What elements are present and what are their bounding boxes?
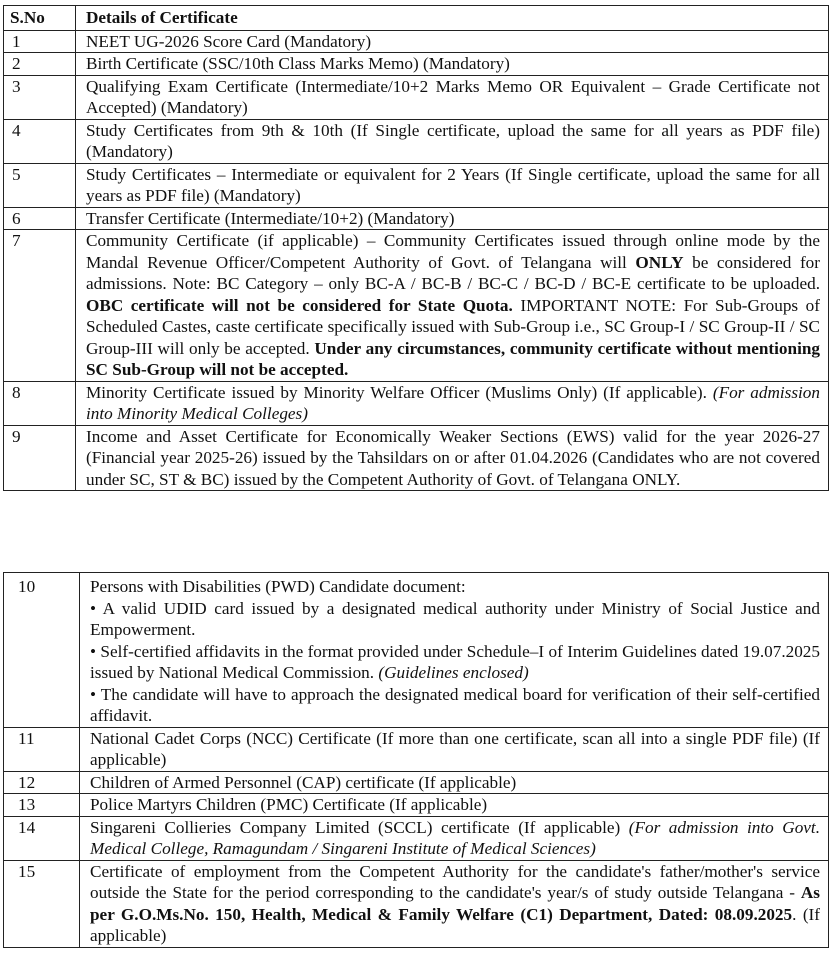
table-row	[4, 381, 829, 425]
details-line	[90, 729, 820, 770]
row-details	[76, 230, 829, 382]
text-segment: Certificate of employment from the Competent Authority for the candidate's father/mother's service outside the State for the period corresponding to the candidate's year/s of study outside Telangana -	[90, 861, 820, 902]
table-row	[4, 163, 829, 207]
text-segment: NEET UG-2026 Score Card (Mandatory)	[86, 31, 372, 51]
table-row	[4, 573, 829, 728]
row-details	[76, 75, 829, 119]
row-details	[80, 794, 829, 817]
bullet-line	[90, 576, 820, 598]
row-details	[76, 53, 829, 76]
details-line	[90, 795, 487, 814]
row-number: 15	[4, 860, 80, 947]
bullet-line	[90, 684, 820, 727]
text-segment: Income and Asset Certificate for Economically Weaker Sections (EWS) valid for the year 2026-27 (Financial year 2025-26) issued by the Tahsildars on or after 01.04.2026 (Candidates who are not covered under SC, ST & BC) issued by the Competent Authority of Govt. of Telangana ONLY.	[86, 426, 820, 489]
row-details	[76, 30, 829, 53]
row-number: 6	[4, 207, 76, 230]
text-segment: IMPORTANT NOTE: For Sub-Groups of Scheduled Castes, caste certificate specifically issued with Sub-Group i.e., SC Group-I / SC Group-II / SC Group-III will only be accepted.	[86, 295, 820, 358]
text-segment: • Self-certified affidavits in the format provided under Schedule–I of Interim Guidelines dated 19.07.2025 issued by National Medical Commission.	[90, 641, 820, 682]
header-details: Details of Certificate	[76, 6, 829, 31]
table-row	[4, 727, 829, 771]
text-segment: . (If applicable)	[90, 904, 821, 945]
bold-text: As per G.O.Ms.No. 150, Health, Medical & Family Welfare (C1) Department, Dated: 08.09.2025	[90, 883, 820, 924]
bullet-line	[90, 598, 820, 641]
text-segment: Police Martyrs Children (PMC) Certificate (If applicable)	[90, 795, 488, 814]
bold-text: OBC certificate will not be considered for State Quota.	[86, 295, 513, 315]
row-number: 1	[4, 30, 76, 53]
row-details	[80, 860, 829, 947]
row-number: 8	[4, 381, 76, 425]
row-number: 10	[4, 573, 80, 728]
table-row	[4, 75, 829, 119]
table-row	[4, 816, 829, 860]
row-number: 7	[4, 230, 76, 382]
row-details	[76, 163, 829, 207]
table-header-row	[4, 6, 829, 31]
row-details	[76, 425, 829, 491]
text-segment: Persons with Disabilities (PWD) Candidate document:	[90, 577, 466, 596]
row-number: 9	[4, 425, 76, 491]
row-number: 12	[4, 771, 80, 794]
text-segment: • A valid UDID card issued by a designated medical authority under Ministry of Social Justice and Empowerment.	[90, 598, 820, 639]
italic-text: (For admission into Govt. Medical College, Ramagundam / Singareni Institute of Medical Sciences)	[90, 817, 820, 858]
certificate-table-1	[3, 5, 829, 491]
details-line	[90, 818, 820, 859]
text-segment: Study Certificates – Intermediate or equivalent for 2 Years (If Single certificate, upload the same for all years as PDF file) (Mandatory)	[86, 164, 820, 205]
text-segment: National Cadet Corps (NCC) Certificate (If more than one certificate, scan all into a single PDF file) (If applicable)	[90, 728, 820, 769]
table-row	[4, 119, 829, 163]
bold-text: ONLY	[635, 252, 684, 272]
text-segment: Transfer Certificate (Intermediate/10+2) (Mandatory)	[86, 208, 455, 228]
row-details	[80, 727, 829, 771]
text-segment: Qualifying Exam Certificate (Intermediate/10+2 Marks Memo OR Equivalent – Grade Certificate not Accepted) (Mandatory)	[86, 76, 820, 117]
row-details	[80, 771, 829, 794]
table-row	[4, 30, 829, 53]
text-segment: Minority Certificate issued by Minority Welfare Officer (Muslims Only) (If applicable).	[86, 382, 713, 402]
row-number: 13	[4, 794, 80, 817]
row-details	[80, 573, 829, 728]
table-row	[4, 230, 829, 382]
table-row	[4, 860, 829, 947]
text-segment: Birth Certificate (SSC/10th Class Marks Memo) (Mandatory)	[86, 54, 510, 73]
table-row	[4, 425, 829, 491]
certificate-table-2	[3, 572, 829, 948]
italic-text: (Guidelines enclosed)	[378, 663, 529, 682]
italic-text: (For admission into Minority Medical Colleges)	[86, 382, 820, 423]
row-details	[80, 816, 829, 860]
text-segment: Singareni Collieries Company Limited (SCCL) certificate (If applicable)	[90, 817, 629, 837]
table-row	[4, 771, 829, 794]
bold-text: Under any circumstances, community certificate without mentioning SC Sub-Group will not be accepted.	[86, 338, 820, 379]
header-sno: S.No	[4, 6, 76, 31]
row-number: 11	[4, 727, 80, 771]
bullet-line	[90, 641, 820, 684]
row-number: 4	[4, 119, 76, 163]
row-number: 2	[4, 53, 76, 76]
text-segment: • The candidate will have to approach the designated medical board for verification of their self-certified affidavit.	[90, 684, 820, 725]
row-number: 5	[4, 163, 76, 207]
text-segment: Study Certificates from 9th & 10th (If Single certificate, upload the same for all years as PDF file) (Mandatory)	[86, 120, 820, 161]
row-details	[76, 207, 829, 230]
text-segment: Children of Armed Personnel (CAP) certificate (If applicable)	[90, 772, 517, 792]
details-line	[90, 773, 516, 792]
table-row	[4, 794, 829, 817]
text-segment: Community Certificate (if applicable) – Community Certificates issued through online mode by the Mandal Revenue Officer/Competent Authority of Govt. of Telangana will	[86, 231, 820, 272]
row-details	[76, 119, 829, 163]
row-number: 14	[4, 816, 80, 860]
row-details	[76, 381, 829, 425]
table-row	[4, 207, 829, 230]
row-number: 3	[4, 75, 76, 119]
text-segment: be considered for admissions. Note: BC Category – only BC-A / BC-B / BC-C / BC-D / BC-E certificate to be uploaded.	[86, 252, 820, 293]
details-line	[90, 862, 820, 946]
table-row	[4, 53, 829, 76]
